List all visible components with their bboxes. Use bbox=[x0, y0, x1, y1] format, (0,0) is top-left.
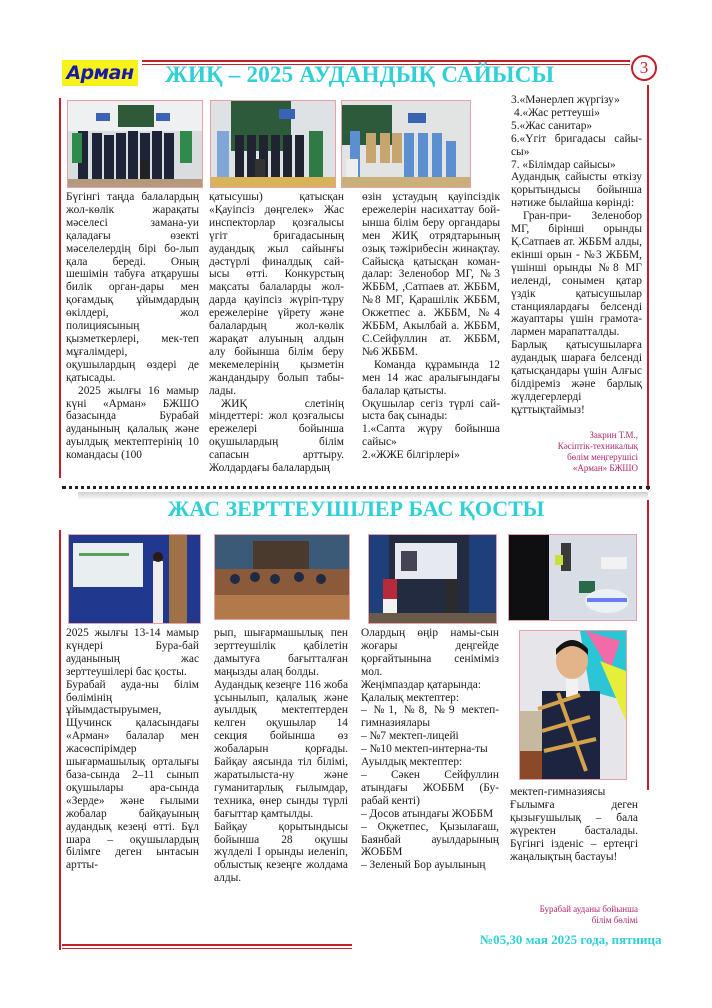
paragraph: 2025 жылғы 13-14 мамыр күндері Бура-бай ауданының жас зерттеушілері бас қосты. bbox=[66, 627, 199, 678]
paragraph: өзін ұстаудың қауіпсіздік ережелерін насихаттау бой-ынша білім беру органдары мен ЖИҚ отрядтарының озық тәжірибесін жинақтау. Сайысқа қатысқан коман-далар: Зеленобор МГ, №3 ЖББМ, ,Сатпаев ат. ЖББМ, №8 МГ, Қарашілік ЖББМ, Окжетпес а. ЖББМ, №4 ЖББМ, Акылбай а. ЖББМ, С.Сейфуллин ат. ЖББМ, №6 ЖББМ. bbox=[362, 191, 500, 358]
list-item: – №1, №8, №9 мектеп-гимназиялары bbox=[361, 704, 499, 730]
list-item: – Сәкен Сейфуллин атындағы ЖОББМ (Бу-рабай кенті) bbox=[361, 768, 499, 807]
article2-column-2 bbox=[214, 627, 348, 885]
bottom-rule-1 bbox=[62, 944, 352, 946]
article1-signature bbox=[520, 430, 638, 474]
author-name: Закрин Т.М., bbox=[589, 430, 638, 440]
paragraph: Ауылдық мектептер: bbox=[361, 756, 463, 769]
paragraph: Команда құрамында 12 мен 14 жас аралығындағы балалар қатысты. bbox=[362, 358, 500, 397]
paragraph: Аудандық кезеңге 116 жоба ұсынылып, қалалық және ауылдық мектептерден келген оқушылар 14 секция бойынша өз жобаларын қорғады. Байқау аясында тіл білімі, жаратылыста-ну және гуманитарлық ғылымдар, техника, өнер сынды түрлі бағыттар қамтылды. bbox=[214, 678, 348, 820]
paragraph: рып, шығармашылық пен зерттеушілік қабілетін дамытуға бағытталған маңызды алаң болды. bbox=[214, 627, 348, 678]
paragraph: 2025 жылғы 16 мамыр күні «Арман» БЖШО базасында Бурабай ауданының қалалық және ауылдық мектептерінің 10 командасы (100 bbox=[66, 384, 199, 462]
paragraph: ЖИҚ слетінің міндеттері: жол қозғалысы ережелері бойынша оқушылардың білім сапасын арттыру. Жолдардағы балалардың bbox=[209, 397, 344, 475]
article1-column-1 bbox=[66, 191, 199, 462]
bottom-rule-2 bbox=[62, 948, 352, 949]
article2-column-4 bbox=[510, 786, 638, 863]
list-item: 6.«Үгіт бригадасы сайы-сы» bbox=[511, 132, 642, 158]
article1-column-3 bbox=[362, 191, 500, 462]
paragraph: Аудандық сайысты өткізу қорытындысы бойынша нәтиже былайша көрінді: bbox=[511, 171, 642, 210]
article2-column-1 bbox=[66, 627, 199, 872]
article1-column-4 bbox=[511, 94, 642, 417]
newspaper-logo: Арман bbox=[62, 60, 138, 86]
section-divider bbox=[62, 486, 650, 489]
list-item: – №7 мектеп-лицейі bbox=[361, 730, 459, 743]
list-item: – №10 мектеп-интерна-ты bbox=[361, 743, 488, 756]
list-item: 3.«Мәнерлеп жүргізу» bbox=[511, 94, 620, 106]
list-item: 5.«Жас санитар» bbox=[511, 119, 593, 132]
list-item: 1.«Сапта жүру бойынша сайыс» bbox=[362, 423, 500, 449]
paragraph: Оқушылар сегіз түрлі сай-ыста бақ сынады: bbox=[362, 397, 500, 423]
column-rule-right bbox=[647, 85, 649, 490]
list-item: – Досов атындағы ЖОББМ bbox=[361, 807, 494, 820]
paragraph: Ғылымға деген қызығушылық – бала жүректен басталады. Бүгінгі ізденіс – ертеңгі жаңалықтың бастауы! bbox=[510, 798, 638, 863]
list-item: 2.«ЖЖЕ білгірлері» bbox=[362, 449, 460, 462]
article2-title: ЖАС ЗЕРТТЕУШІЛЕР БАС ҚОСТЫ bbox=[167, 496, 545, 521]
paragraph: Олардың өңір намы-сын жоғары деңгейде қорғайтынына сеніміміз мол. bbox=[361, 627, 499, 678]
paragraph: қатысушы) қатысқан «Қауіпсіз дөңгелек» Жас инспекторлар қозғалысы үгіт бригадасының аудандық жыл сайынғы дәстүрлі финалдық сай-ысы өтті. Конкурстың мақсаты балаларды жол-дарда қауіпсіз жүріп-тұру ережелеріне үйрету және балалардың жол-көлік жарақат алуының алдын алу бойынша білім беру мекемелерінің қызметін жандандыру болып табы-лады. bbox=[209, 191, 344, 397]
science-project-photo bbox=[508, 534, 637, 621]
author-role: Кәсіптік-техникалық bbox=[557, 441, 638, 451]
list-item: – Зеленый Бор ауылының bbox=[361, 859, 486, 872]
column-rule-left bbox=[59, 530, 61, 950]
author-org: Бурабай ауданы бойынша bbox=[539, 904, 638, 914]
article1-column-2 bbox=[209, 191, 344, 475]
author-org: білім бөлімі bbox=[591, 915, 638, 925]
page-number: 3 bbox=[631, 55, 657, 81]
article2-signature bbox=[510, 904, 638, 926]
author-role: бөлім меңгерушісі bbox=[567, 452, 638, 462]
article2-column-3 bbox=[361, 627, 499, 872]
paragraph: Қалалық мектептер: bbox=[361, 691, 459, 704]
team-photo-2 bbox=[210, 100, 336, 188]
list-item: 4.«Жас реттеуші» bbox=[514, 106, 600, 119]
team-photo-3 bbox=[341, 100, 471, 188]
column-rule-right bbox=[647, 500, 649, 790]
team-photo-1 bbox=[67, 100, 203, 188]
list-item: – Оқжетпес, Қызылағаш, Баянбай ауылдарының ЖОББМ bbox=[361, 820, 499, 859]
article-title: ЖИҚ – 2025 АУДАНДЫҚ САЙЫСЫ bbox=[165, 62, 555, 87]
paragraph: Барлық қатысушыларға аудандық шараға белсенді қатысқандары үшін Алғыс білдіреміз және барлық жүлдегерлерді құттықтаймыз! bbox=[511, 339, 642, 416]
student-with-antenna-photo bbox=[519, 630, 627, 780]
presentation-photo bbox=[68, 534, 201, 624]
paragraph: Бурабай ауда-ны білім бөлімінің ұйымдастыруымен, Щучинск қаласындағы «Арман» балалар мен жасөспірімдер шығармашылық орталығы база-сында 2–11 сынып оқушылары ара-сында «Зерде» және ғылыми жобалар байқауының аудандық кезеңі өтті. Бұл шара – оқушылардың білімге деген ынтасын артты- bbox=[66, 678, 199, 872]
author-org: «Арман» БЖШО bbox=[572, 463, 638, 473]
classroom-photo bbox=[214, 534, 350, 620]
paragraph: Гран-при- Зеленобор МГ, бірінші орынды Қ.Сатпаев ат. ЖББМ алды, екінші орын - №3 ЖББМ, үшінші орынды №8 МГ иеленді, сонымен қатар үздік қатысушылар станциялардағы белсенді жауаптары үшін грамота-лармен марапатталды. bbox=[511, 210, 642, 339]
paragraph: Бүгінгі таңда балалардың жол-көлік жарақаты мәселесі замана-уи қаладағы өзекті мәселелердің бірі бо-лып қала береді. Оның шешімін табуға атқарушы билік орган-дары мен қоғамдық ұйымдардың өкілдері, жол полициясының қызметкерлері, мек-теп мұғалімдері, оқушылардың өздері де қатысады. bbox=[66, 191, 199, 384]
students-presenting-photo bbox=[368, 534, 497, 624]
paragraph: Байқау қорытындысы бойынша 28 оқушы жүлделі І орынды иеленіп, облыстық кезеңге жолдама алды. bbox=[214, 820, 348, 885]
issue-footer: №05,30 мая 2025 года, пятница bbox=[480, 932, 662, 947]
column-rule-left bbox=[59, 98, 61, 478]
paragraph: Жеңімпаздар қатарында: bbox=[361, 678, 481, 691]
paragraph: мектеп-гимназиясы bbox=[510, 786, 606, 798]
list-item: 7. «Білімдар сайысы» bbox=[511, 158, 616, 171]
